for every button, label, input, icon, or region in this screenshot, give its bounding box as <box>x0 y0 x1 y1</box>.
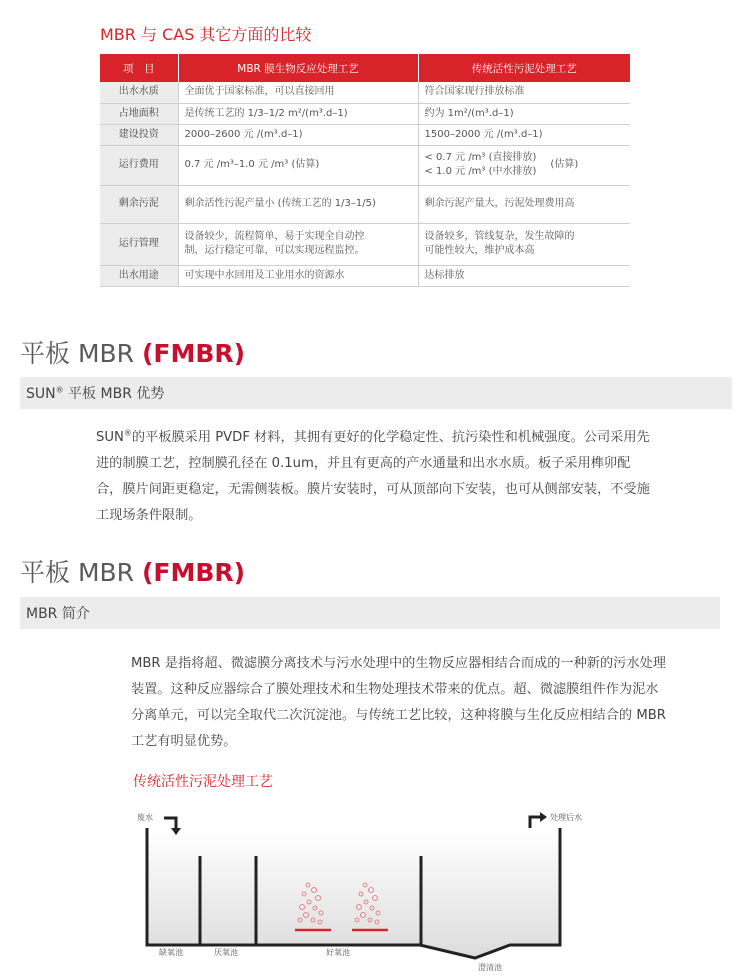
registered-mark: ® <box>123 428 132 438</box>
tank-label-aerobic: 好氧池 <box>326 948 350 957</box>
row-item: 剩余污泥 <box>100 185 178 223</box>
advantage-paragraph <box>96 425 656 529</box>
row-cas: 达标排放 <box>418 265 630 286</box>
tank-label-anoxic: 缺氧池 <box>159 948 183 957</box>
outlet-arrow-head-icon <box>540 812 547 822</box>
row-mbr <box>178 223 418 265</box>
row-item: 运行费用 <box>100 145 178 185</box>
mbr-mgmt-line2: 制，运行稳定可靠，可以实现远程监控。 <box>184 245 365 256</box>
bar-brand: SUN <box>26 386 56 402</box>
row-cas: 1500–2000 元 /(m³.d–1) <box>418 124 630 145</box>
intro-paragraph: MBR 是指将超、微滤膜分离技术与污水处理中的生物反应器相结合而成的一种新的污水处理装置。这种反应器综合了膜处理技术和生物处理技术带来的优点。超、微滤膜组件作为泥水分离单元，可以完全取代二次沉淀池。与传统工艺比较，这种将膜与生化反应相结合的 MBR 工艺有明显优势。 <box>131 656 666 749</box>
cas-mgmt-line2: 可能性较大，维护成本高 <box>424 245 535 256</box>
comparison-title: MBR 与 CAS 其它方面的比较 <box>100 25 312 44</box>
bar-text: MBR 简介 <box>26 606 90 622</box>
tank-label-clarifier: 澄清池 <box>478 963 502 972</box>
table-row <box>100 185 630 223</box>
cas-cost-line1: < 0.7 元 /m³ (直接排放) <box>424 152 537 163</box>
table-row <box>100 223 630 265</box>
diagram-title: 传统活性污泥处理工艺 <box>133 774 273 790</box>
tank-label-anaerobic: 厌氧池 <box>214 948 238 957</box>
row-mbr: 全面优于国家标准，可以直接回用 <box>178 82 418 103</box>
intro-bar <box>20 597 720 629</box>
row-item: 运行管理 <box>100 223 178 265</box>
outlet-label: 处理后水 <box>550 813 582 822</box>
cas-mgmt-line1: 设备较多，管线复杂，发生故障的 <box>424 231 575 242</box>
row-mbr: 剩余活性污泥产量小 (传统工艺的 1/3–1/5) <box>178 185 418 223</box>
bar-text: 平板 MBR 优势 <box>63 386 165 402</box>
advantage-bar <box>20 377 732 409</box>
row-cas: 剩余污泥产量大，污泥处理费用高 <box>418 185 630 223</box>
row-cas: 约为 1m²/(m³.d–1) <box>418 103 630 124</box>
heading-red: (FMBR) <box>142 339 246 368</box>
table-row <box>100 265 630 286</box>
row-item: 出水用途 <box>100 265 178 286</box>
row-mbr: 2000–2600 元 /(m³.d–1) <box>178 124 418 145</box>
fmbr-heading-2 <box>20 553 245 589</box>
table-header-row <box>100 54 630 82</box>
row-mbr: 0.7 元 /m³–1.0 元 /m³ (估算) <box>178 145 418 185</box>
row-cas <box>418 145 630 185</box>
row-item: 占地面积 <box>100 103 178 124</box>
process-diagram <box>0 790 750 978</box>
heading-main: 平板 MBR <box>20 339 142 368</box>
col-header-cas: 传统活性污泥处理工艺 <box>418 54 630 82</box>
row-cas <box>418 223 630 265</box>
row-mbr: 可实现中水回用及工业用水的资源水 <box>178 265 418 286</box>
col-header-item: 项 目 <box>100 54 178 82</box>
cas-cost-block <box>425 151 625 179</box>
registered-mark: ® <box>55 385 64 395</box>
table-row <box>100 82 630 103</box>
inlet-label: 废水 <box>137 813 153 822</box>
cas-cost-line2: < 1.0 元 /m³ (中水排放) <box>424 166 537 177</box>
cas-cost-note: (估算) <box>550 159 579 170</box>
mbr-mgmt-line1: 设备较少，流程简单，易于实现全自动控 <box>184 231 365 242</box>
row-cas: 符合国家现行排放标准 <box>418 82 630 103</box>
row-item: 出水水质 <box>100 82 178 103</box>
row-item: 建设投资 <box>100 124 178 145</box>
heading-red: (FMBR) <box>142 558 246 587</box>
table-row <box>100 103 630 124</box>
table-row <box>100 124 630 145</box>
col-header-mbr: MBR 膜生物反应处理工艺 <box>178 54 418 82</box>
heading-main: 平板 MBR <box>20 558 142 587</box>
para-brand: SUN <box>96 430 124 445</box>
fmbr-heading-1 <box>20 334 245 370</box>
comparison-table <box>100 54 630 287</box>
row-mbr: 是传统工艺的 1/3–1/2 m²/(m³.d–1) <box>178 103 418 124</box>
water-body <box>147 830 560 958</box>
para-text: 的平板膜采用 PVDF 材料，其拥有更好的化学稳定性、抗污染性和机械强度。公司采用先进的制膜工艺，控制膜孔径在 0.1um，并且有更高的产水通量和出水水质。板子采用榫卯配合，膜片间距更稳定，无需侧装板。膜片安装时，可从顶部向下安装，也可从侧部安装，不受施工现场条件限制。 <box>96 430 650 523</box>
table-row <box>100 145 630 185</box>
